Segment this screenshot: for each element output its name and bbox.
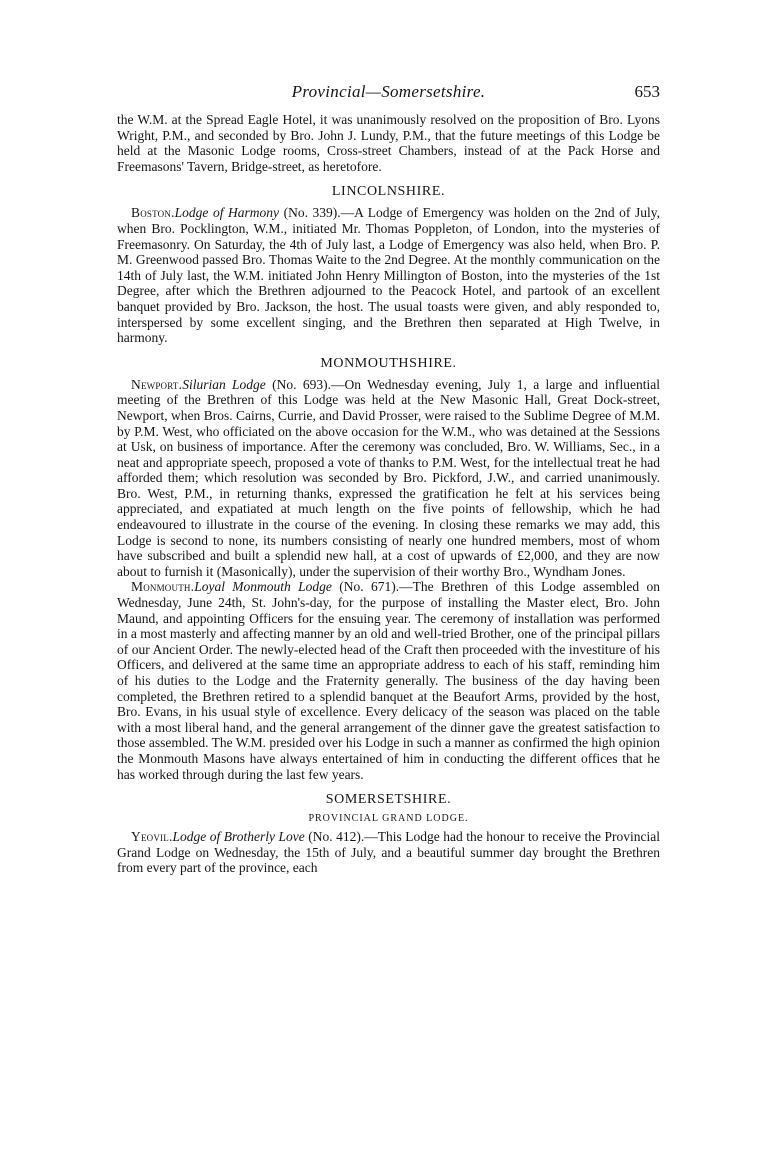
place-name: Boston. — [131, 205, 175, 221]
paragraph-boston — [117, 205, 660, 345]
section-heading-lincolnshire: LINCOLNSHIRE. — [331, 184, 446, 200]
paragraph-body: (No. 339).—A Lodge of Emergency was holden on the 2nd of July, when Bro. Pocklington, W.M., initiated Mr. Thomas Poppleton, of London, into the mysteries of Freemasonry. On Saturday, the 4th of July last, a Lodge of Emergency was also held, when Bro. P. M. Greenwood passed Bro. Thomas Waite to the 2nd Degree. At the monthly communication on the 14th of July last, the W.M. initiated John Henry Millington of Boston, into the mysteries of the 1st Degree, after which the Brethren adjourned to the Peacock Hotel, and partook of an excellent banquet provided by Bro. Jackson, the host. The usual toasts were given, and ably responded to, interspersed by some excellent singing, and the Brethren then separated at High Twelve, in harmony. — [117, 205, 661, 346]
lodge-name: Silurian Lodge — [182, 376, 266, 392]
paragraph-newport — [117, 377, 660, 580]
section-heading-monmouthshire: MONMOUTHSHIRE. — [320, 355, 457, 371]
place-name: Yeovil. — [131, 829, 173, 845]
section-heading-somersetshire: SOMERSETSHIRE. — [325, 792, 452, 808]
running-head — [117, 82, 660, 108]
subsection-heading: PROVINCIAL GRAND LODGE. — [308, 813, 469, 825]
continuation-paragraph: the W.M. at the Spread Eagle Hotel, it was unanimously resolved on the proposition of Bro. Lyons Wright, P.M., and seconded by Bro. John J. Lundy, P.M., that the future meetings of this Lodge be held at the Masonic Lodge rooms, Cross-street Chambers, instead of at the Pack Horse and Freemasons' Tavern, Bridge-street, as heretofore. — [117, 112, 660, 174]
page-number: 653 — [634, 82, 660, 101]
lodge-name: Loyal Monmouth Lodge — [194, 579, 332, 595]
paragraph-monmouth — [117, 579, 660, 782]
place-name: Newport. — [131, 376, 183, 392]
paragraph-body: (No. 693).—On Wednesday evening, July 1, a large and influential meeting of the Brethren of this Lodge was held at the New Masonic Hall, Great Dock-street, Newport, when Bros. Cairns, Currie, and David Prosser, were raised to the Sublime Degree of M.M. by P.M. West, who officiated on the above occasion for the W.M., who was detained at the Sessions at Usk, on business of importance. After the ceremony was concluded, Bro. W. Williams, Sec., in a neat and appropriate speech, proposed a vote of thanks to P.M. West, for the intellectual treat he had afforded them; which resolution was seconded by Bro. Pickford, J.W., and carried unanimously. Bro. West, P.M., in returning thanks, expressed the gratification he felt at his services being appreciated, and expatiated at much length on the five points of fellowship, which he had endeavoured to illustrate in the course of the evening. In closing these remarks we may add, this Lodge is second to none, its numbers consisting of nearly one hundred members, most of whom have subscribed and built a splendid new hall, at a cost of upwards of £2,000, and they are now about to furnish it (Masonically), under the supervision of their worthy Bro., Wyndham Jones. — [117, 376, 660, 579]
place-name: Monmouth. — [131, 579, 195, 595]
running-title: Provincial—Somersetshire. — [291, 82, 486, 101]
lodge-name: Lodge of Harmony — [174, 205, 280, 221]
lodge-name: Lodge of Brotherly Love — [172, 829, 305, 845]
paragraph-body: (No. 412).—This Lodge had the honour to receive the Provincial Grand Lodge on Wednesday, the 15th of July, and a beautiful summer day brought the Brethren from every part of the province, each — [117, 829, 660, 876]
paragraph-yeovil — [117, 829, 660, 876]
paragraph-body: (No. 671).—The Brethren of this Lodge assembled on Wednesday, June 24th, St. John's-day, for the purpose of installing the Master elect, Bro. John Maund, and appointing Officers for the ensuing year. The ceremony of installation was performed in a most masterly and affecting manner by an old and well-tried Brother, one of the principal pillars of our Ancient Order. The newly-elected head of the Craft then proceeded with the investiture of his Officers, and delivered at the same time an appropriate address to each of his staff, reminding him of his duties to the Lodge and the Fraternity generally. The business of the day having been completed, the Brethren retired to a splendid banquet at the Beaufort Arms, provided by the host, Bro. Evans, in his usual style of excellence. Every delicacy of the season was placed on the table with a most liberal hand, and the general arrangement of the dinner gave the greatest satisfaction to those assembled. The W.M. presided over his Lodge in such a manner as confirmed the high opinion the Monmouth Masons have always entertained of him in conducting the different offices that he has worked through during the last few years. — [117, 579, 661, 782]
